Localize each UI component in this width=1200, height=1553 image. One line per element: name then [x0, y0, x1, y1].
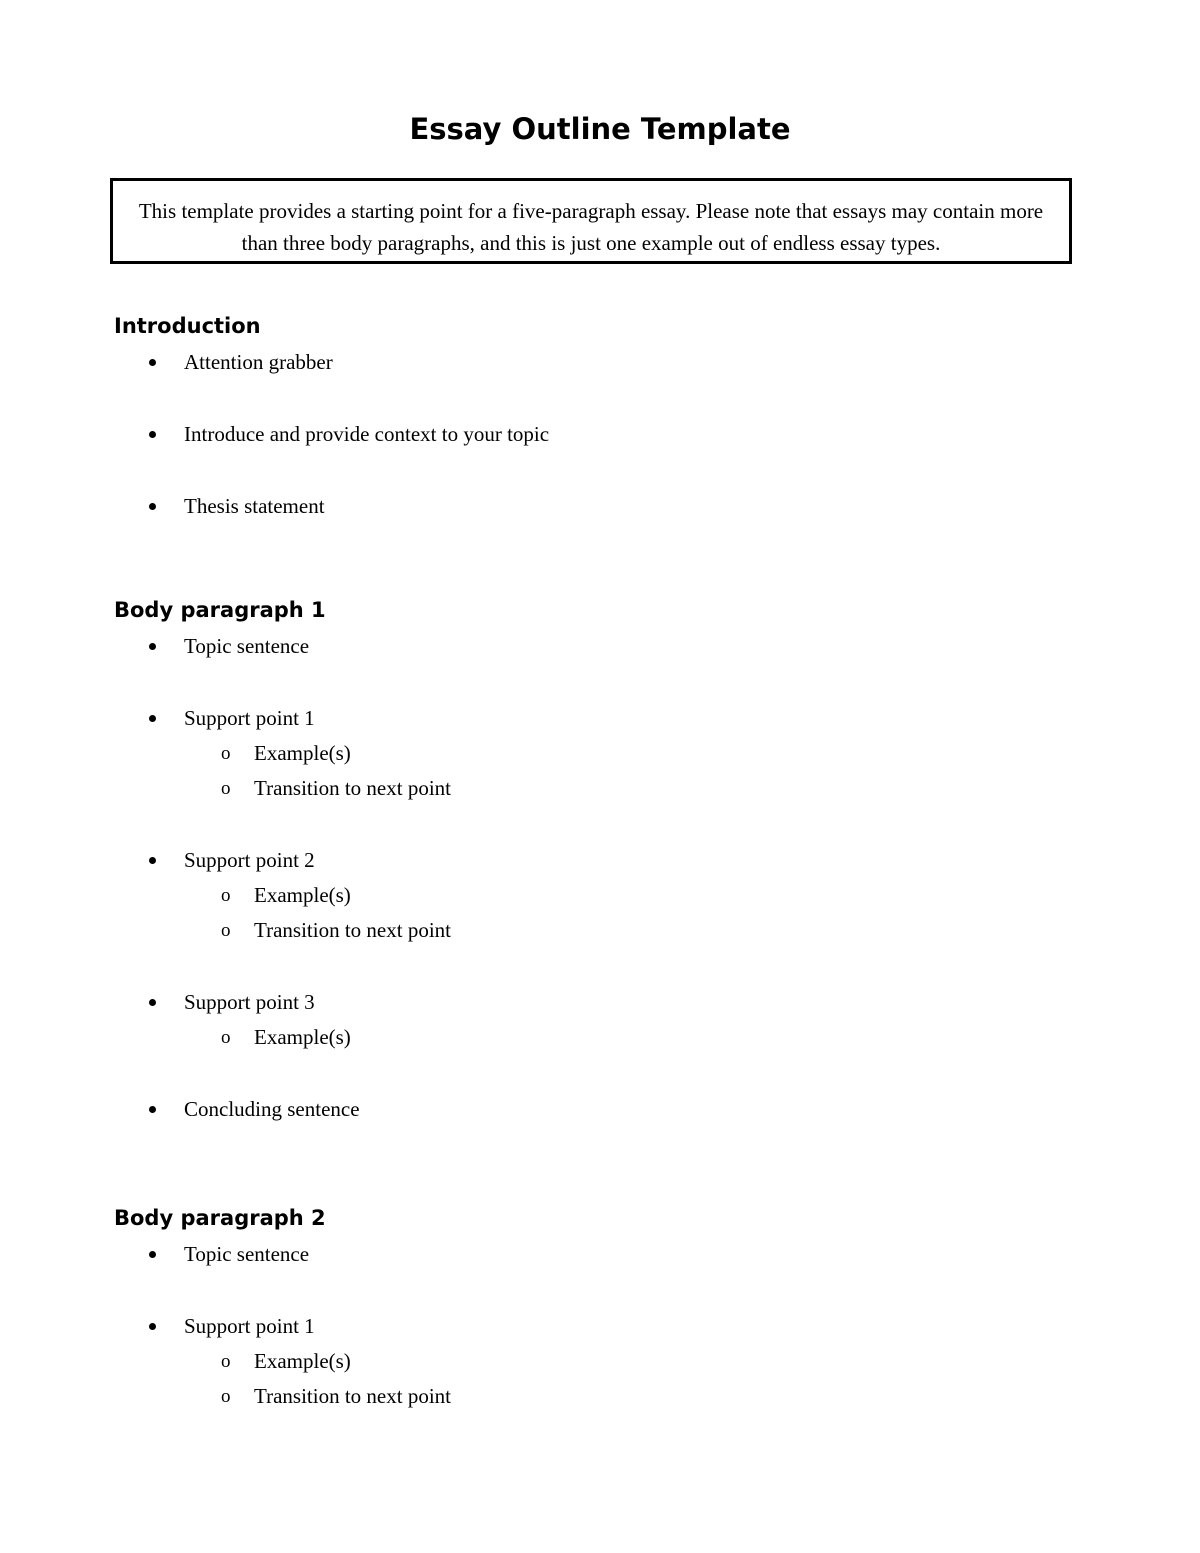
list-item [114, 701, 1014, 806]
list-item-label: Concluding sentence [184, 1097, 360, 1121]
sub-item: o Example(s) [184, 1344, 1014, 1379]
list-item [114, 417, 1014, 452]
list-item-label: Support point 3 [184, 990, 315, 1014]
list-item [114, 345, 1014, 380]
sub-item: o Example(s) [184, 1020, 1014, 1055]
list-item-label: Thesis statement [184, 494, 325, 518]
section-introduction [114, 311, 1014, 524]
list-item-label: Topic sentence [184, 634, 310, 658]
list-item [114, 1237, 1014, 1272]
intro-note-box: This template provides a starting point for a five-paragraph essay. Please note that essays may contain more than three body paragraphs, and this is just one example out of endless essay types. [110, 178, 1072, 264]
section-heading: Body paragraph 1 [114, 598, 326, 622]
bullet-list [114, 629, 1014, 1127]
list-item [114, 843, 1014, 948]
bullet-list [114, 345, 1014, 524]
sub-item: o Transition to next point [184, 913, 1014, 948]
sub-item: o Transition to next point [184, 771, 1014, 806]
section-body-paragraph-1 [114, 595, 1014, 1127]
section-body-paragraph-2 [114, 1203, 1014, 1414]
page-title: Essay Outline Template [409, 112, 791, 146]
sub-item: o Example(s) [184, 736, 1014, 771]
list-item-label: Support point 1 [184, 1314, 315, 1338]
list-item [114, 629, 1014, 664]
sub-item: o Transition to next point [184, 1379, 1014, 1414]
section-heading: Introduction [114, 314, 261, 338]
list-item-label: Support point 1 [184, 706, 315, 730]
list-item [114, 1092, 1014, 1127]
sub-item: o Example(s) [184, 878, 1014, 913]
list-item [114, 1309, 1014, 1414]
list-item-label: Attention grabber [184, 350, 333, 374]
list-item [114, 985, 1014, 1055]
list-item-label: Introduce and provide context to your topic [184, 422, 550, 446]
bullet-list [114, 1237, 1014, 1414]
list-item-label: Topic sentence [184, 1242, 310, 1266]
list-item [114, 489, 1014, 524]
section-heading: Body paragraph 2 [114, 1206, 326, 1230]
list-item-label: Support point 2 [184, 848, 315, 872]
